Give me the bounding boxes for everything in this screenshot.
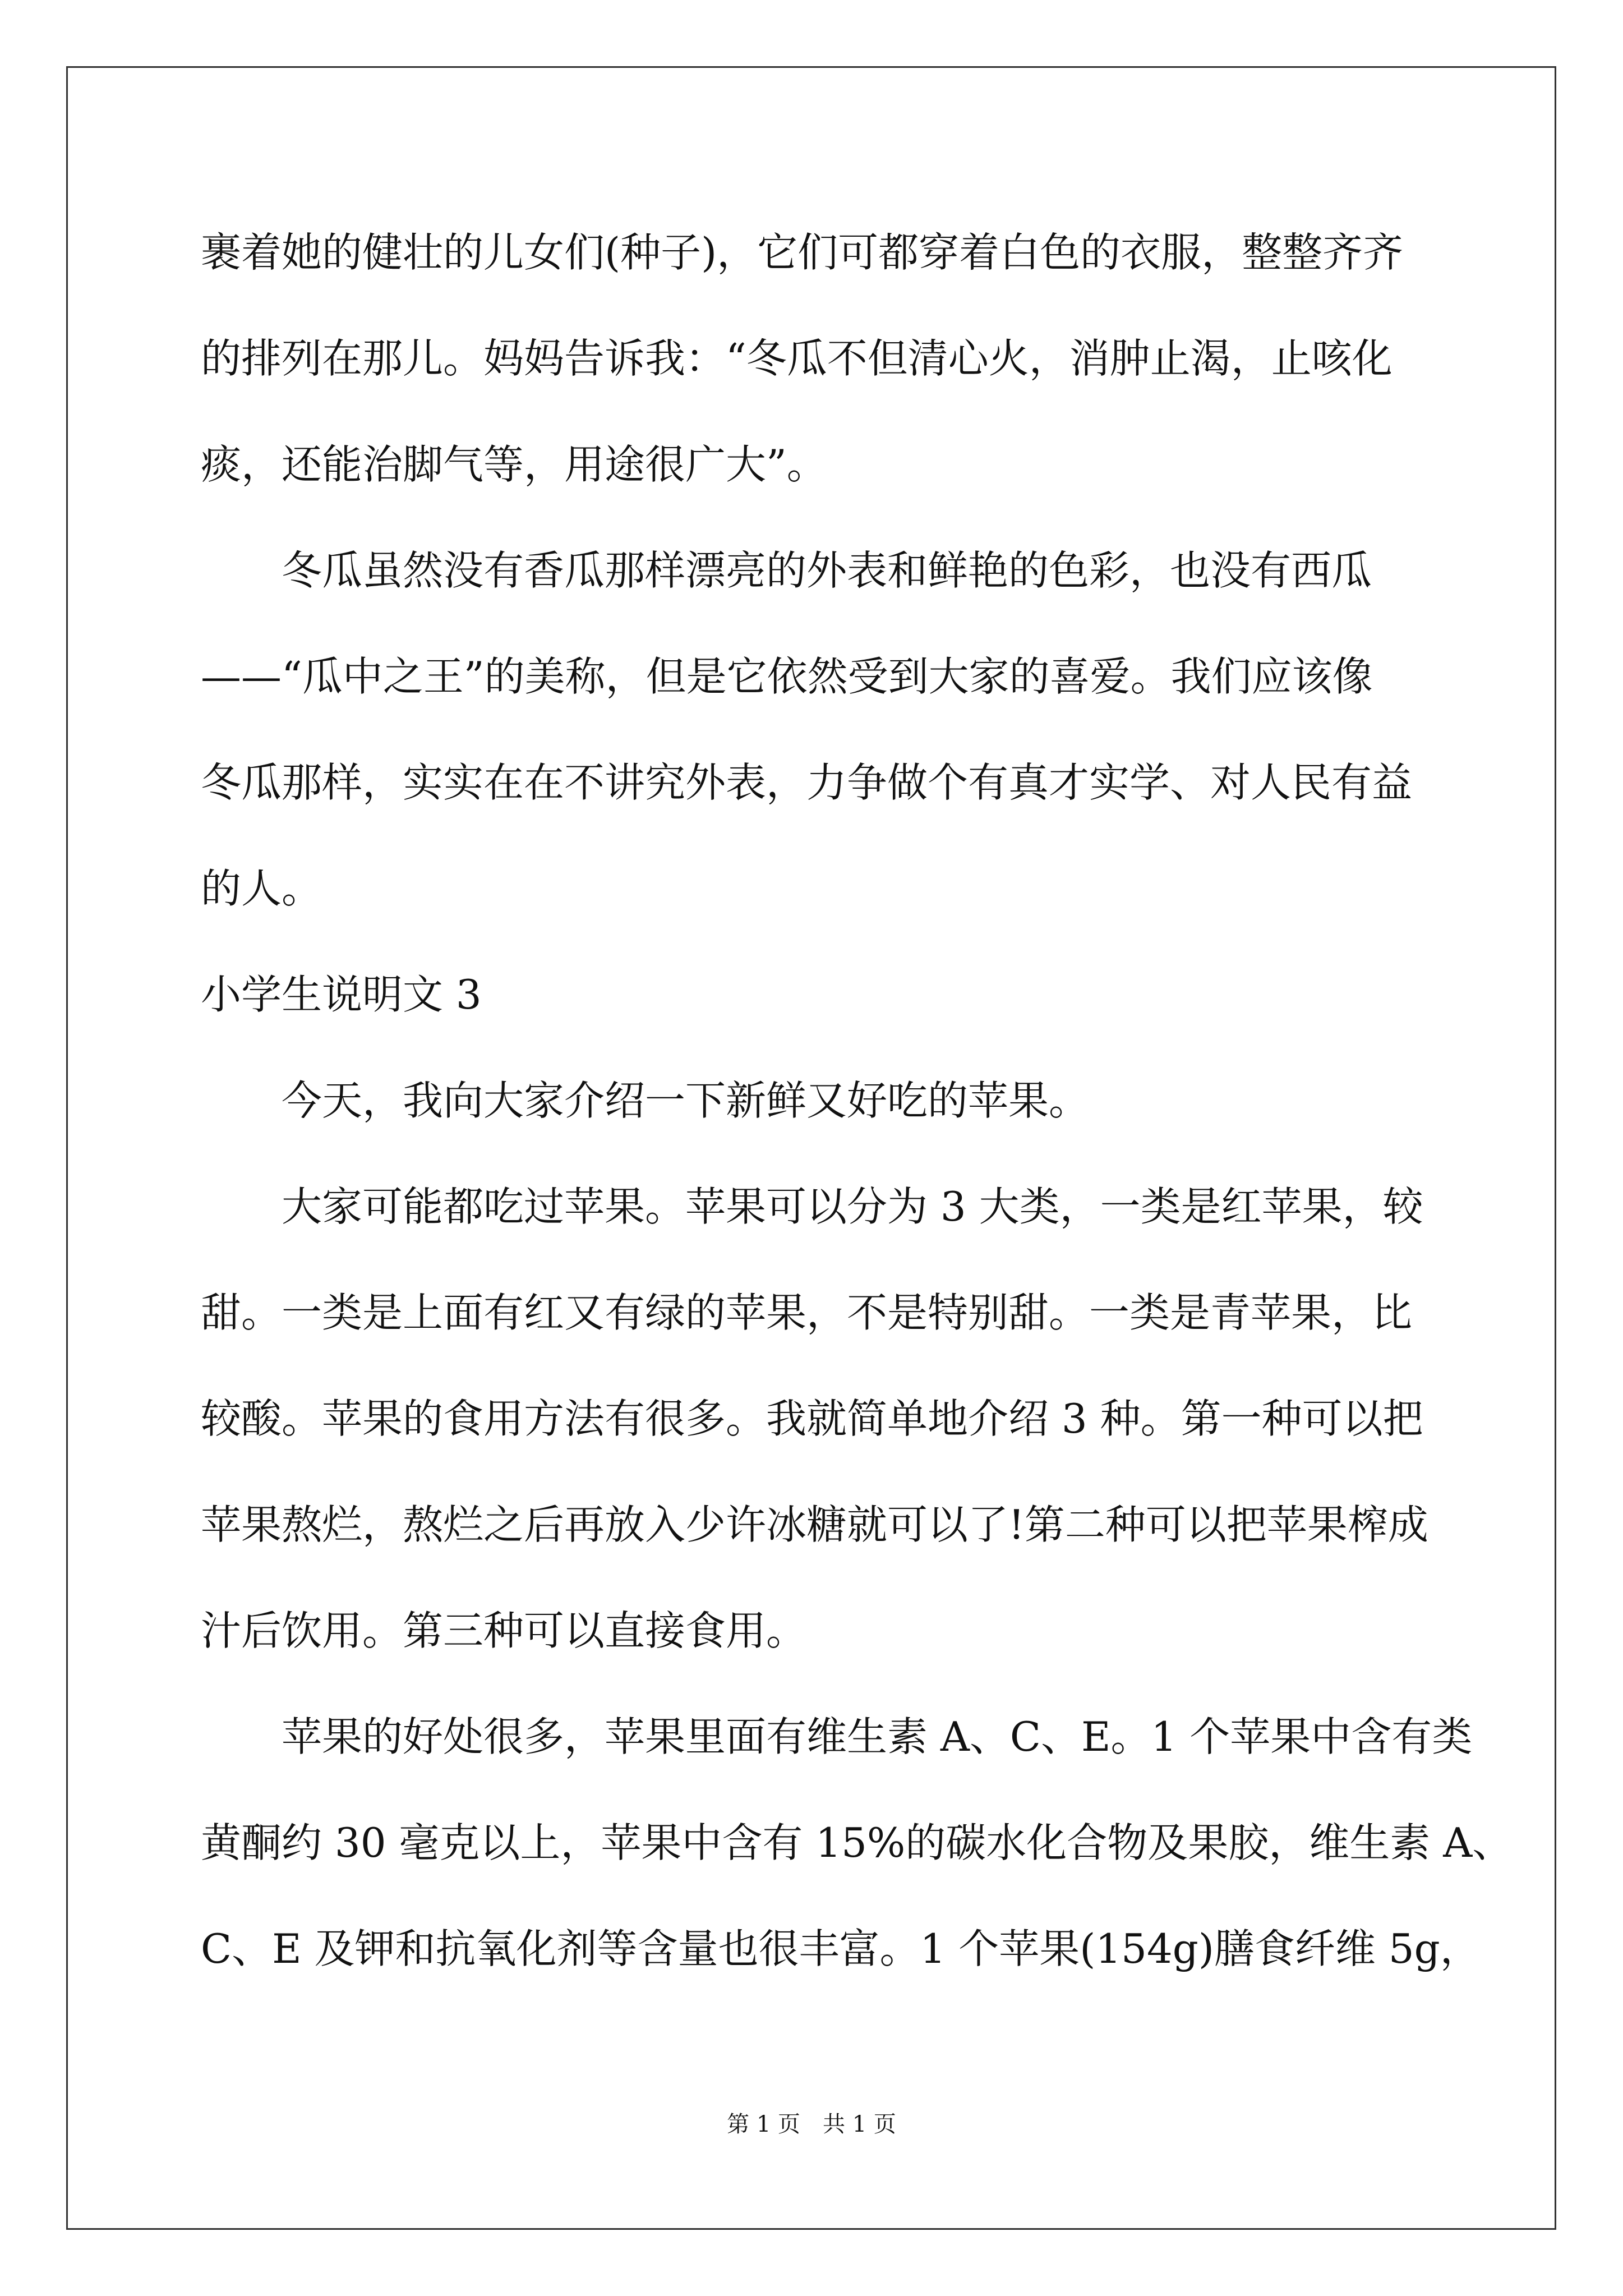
text-line: 痰，还能治脚气等，用途很广大”。 (201, 441, 827, 488)
text-line: 汁后饮用。第三种可以直接食用。 (201, 1607, 807, 1654)
text-line: 的人。 (201, 865, 322, 912)
text-line: 大家可能都吃过苹果。苹果可以分为 3 大类，一类是红苹果，较 (201, 1183, 1423, 1230)
page-number-footer: 第 1 页 共 1 页 (727, 2111, 896, 2137)
text-line: C、E 及钾和抗氧化剂等含量也很丰富。1 个苹果(154g)膳食纤维 5g， (201, 1925, 1481, 1972)
text-line: 黄酮约 30 毫克以上，苹果中含有 15%的碳水化合物及果胶，维生素 A、 (201, 1819, 1513, 1866)
text-line: 裹着她的健壮的儿女们(种子)，它们可都穿着白色的衣服，整整齐齐 (201, 229, 1404, 276)
text-line: 苹果的好处很多，苹果里面有维生素 A、C、E。1 个苹果中含有类 (201, 1713, 1473, 1760)
text-line: 冬瓜虽然没有香瓜那样漂亮的外表和鲜艳的色彩，也没有西瓜 (201, 547, 1372, 594)
text-line: 冬瓜那样，实实在在不讲究外表，力争做个有真才实学、对人民有益 (201, 759, 1413, 806)
text-line: 的排列在那儿。妈妈告诉我：“冬瓜不但清心火，消肿止渴，止咳化 (201, 335, 1393, 382)
text-line: 甜。一类是上面有红又有绿的苹果，不是特别甜。一类是青苹果，比 (201, 1289, 1413, 1336)
text-line: 苹果熬烂，熬烂之后再放入少许冰糖就可以了!第二种可以把苹果榨成 (201, 1501, 1428, 1548)
text-line: ——“瓜中之王”的美称，但是它依然受到大家的喜爱。我们应该像 (201, 653, 1373, 700)
section-heading: 小学生说明文 3 (201, 971, 482, 1018)
text-line: 今天，我向大家介绍一下新鲜又好吃的苹果。 (201, 1077, 1090, 1124)
text-line: 较酸。苹果的食用方法有很多。我就简单地介绍 3 种。第一种可以把 (201, 1395, 1423, 1442)
page-border (66, 66, 1556, 2230)
